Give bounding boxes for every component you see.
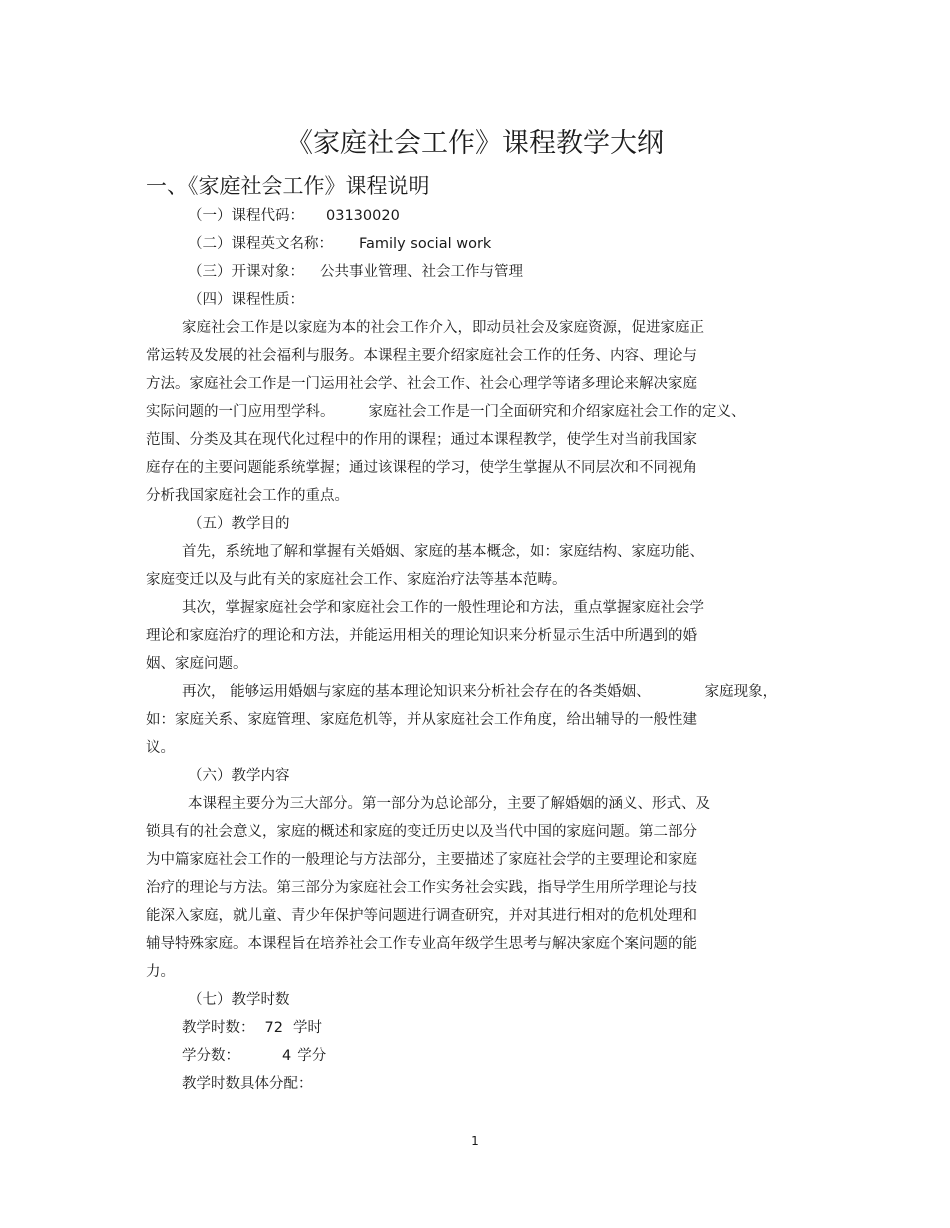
page-number: 1	[471, 1134, 479, 1148]
nature-paragraph-line	[146, 402, 746, 422]
course-code-label: （一）课程代码：	[188, 208, 304, 224]
nature-paragraph-line: 分析我国家庭社会工作的重点。	[146, 488, 349, 504]
purpose-paragraph-line: 如：家庭关系、家庭管理、家庭危机等，并从家庭社会工作角度，给出辅导的一般性建	[146, 712, 697, 728]
course-code-line	[188, 206, 400, 226]
nature-paragraph-line: 家庭社会工作是以家庭为本的社会工作介入，即动员社会及家庭资源，促进家庭正	[182, 320, 704, 336]
distribution-label: 教学时数具体分配：	[182, 1076, 313, 1092]
target-value: 公共事业管理、社会工作与管理	[320, 264, 523, 280]
content-paragraph-line: 锁具有的社会意义，家庭的概述和家庭的变迁历史以及当代中国的家庭问题。第二部分	[146, 824, 697, 840]
hours-section-label: （七）教学时数	[188, 992, 290, 1008]
purpose-label: （五）教学目的	[188, 516, 290, 532]
target-line	[188, 262, 523, 282]
nature-label: （四）课程性质：	[188, 292, 304, 308]
english-name-value: Family social work	[359, 236, 492, 252]
nature-paragraph-line: 范围、分类及其在现代化过程中的作用的课程；通过本课程教学，使学生对当前我国家	[146, 432, 697, 448]
document-title: 《家庭社会工作》课程教学大纲	[286, 128, 664, 159]
english-name-label: （二）课程英文名称：	[188, 236, 333, 252]
content-paragraph-line: 本课程主要分为三大部分。第一部分为总论部分，主要了解婚姻的涵义、形式、及	[188, 796, 710, 812]
nature-paragraph-line: 庭存在的主要问题能系统掌握；通过该课程的学习，使学生掌握从不同层次和不同视角	[146, 460, 697, 476]
content-paragraph-line: 治疗的理论与方法。第三部分为家庭社会工作实务社会实践，指导学生用所学理论与技	[146, 880, 697, 896]
purpose-paragraph-line	[182, 682, 777, 702]
content-label: （六）教学内容	[188, 768, 290, 784]
purpose-paragraph-line: 议。	[146, 740, 175, 756]
english-name-line	[188, 234, 491, 254]
purpose-paragraph-line: 其次，掌握家庭社会学和家庭社会工作的一般性理论和方法，重点掌握家庭社会学	[182, 600, 704, 616]
nature-text-segment: 家庭社会工作是一门全面研究和介绍家庭社会工作的定义、	[368, 404, 746, 420]
teaching-hours-unit: 学时	[292, 1020, 322, 1036]
purpose-text-segment: 再次， 能够运用婚姻与家庭的基本理论知识来分析社会存在的各类婚姻、	[182, 684, 651, 700]
target-label: （三）开课对象：	[188, 264, 304, 280]
course-code-value: 03130020	[326, 208, 400, 224]
content-paragraph-line: 辅导特殊家庭。本课程旨在培养社会工作专业高年级学生思考与解决家庭个案问题的能	[146, 936, 697, 952]
content-paragraph-line: 为中篇家庭社会工作的一般理论与方法部分，主要描述了家庭社会学的主要理论和家庭	[146, 852, 697, 868]
credits-unit: 学分	[297, 1048, 327, 1064]
purpose-paragraph-line: 首先，系统地了解和掌握有关婚姻、家庭的基本概念，如：家庭结构、家庭功能、	[182, 544, 704, 560]
purpose-text-segment: 家庭现象，	[704, 684, 778, 700]
teaching-hours-line	[182, 1018, 322, 1038]
teaching-hours-label: 教学时数：	[182, 1020, 255, 1036]
credits-line	[182, 1046, 326, 1066]
purpose-paragraph-line: 理论和家庭治疗的理论和方法，并能运用相关的理论知识来分析显示生活中所遇到的婚	[146, 628, 697, 644]
content-paragraph-line: 能深入家庭，就儿童、青少年保护等问题进行调查研究，并对其进行相对的危机处理和	[146, 908, 697, 924]
teaching-hours-value: 72	[264, 1020, 283, 1036]
credits-value: 4	[282, 1048, 292, 1064]
purpose-paragraph-line: 姻、家庭问题。	[146, 656, 248, 672]
credits-label: 学分数：	[182, 1048, 240, 1064]
content-paragraph-line: 力。	[146, 964, 175, 980]
section-heading: 一、《家庭社会工作》课程说明	[146, 174, 430, 198]
nature-paragraph-line: 常运转及发展的社会福利与服务。本课程主要介绍家庭社会工作的任务、内容、理论与	[146, 348, 697, 364]
nature-text-segment: 实际问题的一门应用型学科。	[146, 404, 335, 420]
purpose-paragraph-line: 家庭变迁以及与此有关的家庭社会工作、家庭治疗法等基本范畴。	[146, 572, 567, 588]
nature-paragraph-line: 方法。家庭社会工作是一门运用社会学、社会工作、社会心理学等诸多理论来解决家庭	[146, 376, 697, 392]
